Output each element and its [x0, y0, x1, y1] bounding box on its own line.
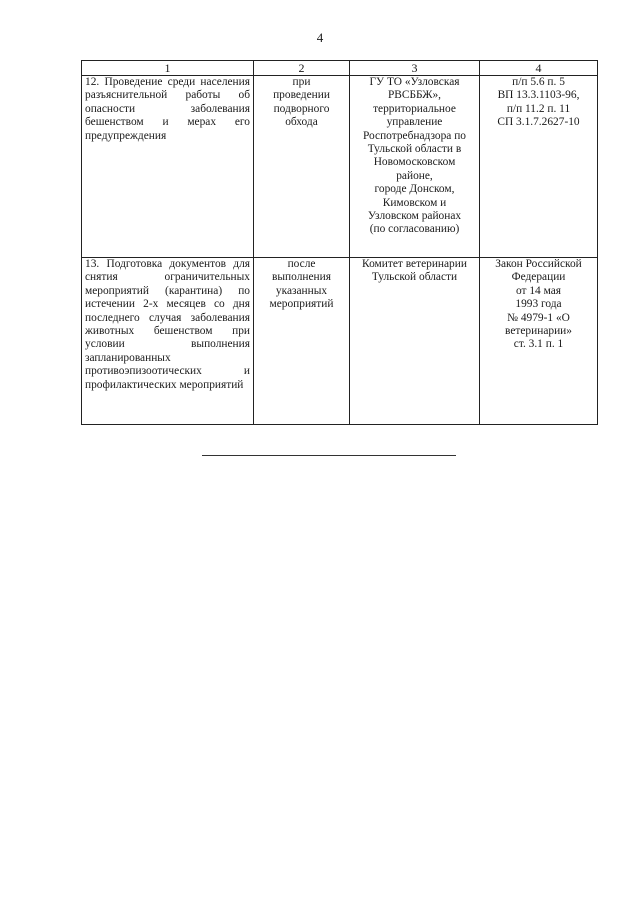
- responsible-cell: [350, 258, 480, 425]
- measure-cell: [82, 258, 254, 425]
- timing-text: при проведении подворного обхода: [273, 76, 330, 129]
- responsible-text: ГУ ТО «Узловская РВСББЖ», территориальное управление Роспотребнадзора по Тульской области в Новомосковском районе, городе Донском, Кимовском и Узловском районах (по согласованию): [363, 76, 466, 236]
- basis-text: п/п 5.6 п. 5 ВП 13.3.1103-96, п/п 11.2 п. 11 СП 3.1.7.2627-10: [497, 76, 580, 129]
- column-header-2: 2: [254, 61, 350, 76]
- responsible-text: Комитет ветеринарии Тульской области: [362, 258, 467, 284]
- column-header-4: 4: [480, 61, 598, 76]
- timing-cell: [254, 258, 350, 425]
- timing-cell: [254, 76, 350, 258]
- table-header-row: [82, 61, 598, 76]
- measure-text: 12. Проведение среди населения разъяснительной работы об опасности заболевания бешенством и мерах его предупреждения: [85, 76, 250, 142]
- measure-cell: [82, 76, 254, 258]
- column-header-3: 3: [350, 61, 480, 76]
- measures-table: [81, 60, 598, 425]
- basis-cell: [480, 258, 598, 425]
- measure-text: 13. Подготовка документов для снятия ограничительных мероприятий (карантина) по истечении 2-х месяцев со дня последнего случая заболевания животных бешенством при условии выполнения запланированных противоэпизоотических и профилактических мероприятий: [85, 258, 250, 391]
- column-header-1: 1: [82, 61, 254, 76]
- closing-separator-line: [202, 455, 456, 456]
- responsible-cell: [350, 76, 480, 258]
- page-number: 4: [316, 30, 324, 45]
- timing-text: после выполнения указанных мероприятий: [269, 258, 334, 311]
- basis-text: Закон Российской Федерации от 14 мая 1993 года № 4979-1 «О ветеринарии» ст. 3.1 п. 1: [495, 258, 582, 351]
- table-row: [82, 76, 598, 258]
- basis-cell: [480, 76, 598, 258]
- table-row: [82, 258, 598, 425]
